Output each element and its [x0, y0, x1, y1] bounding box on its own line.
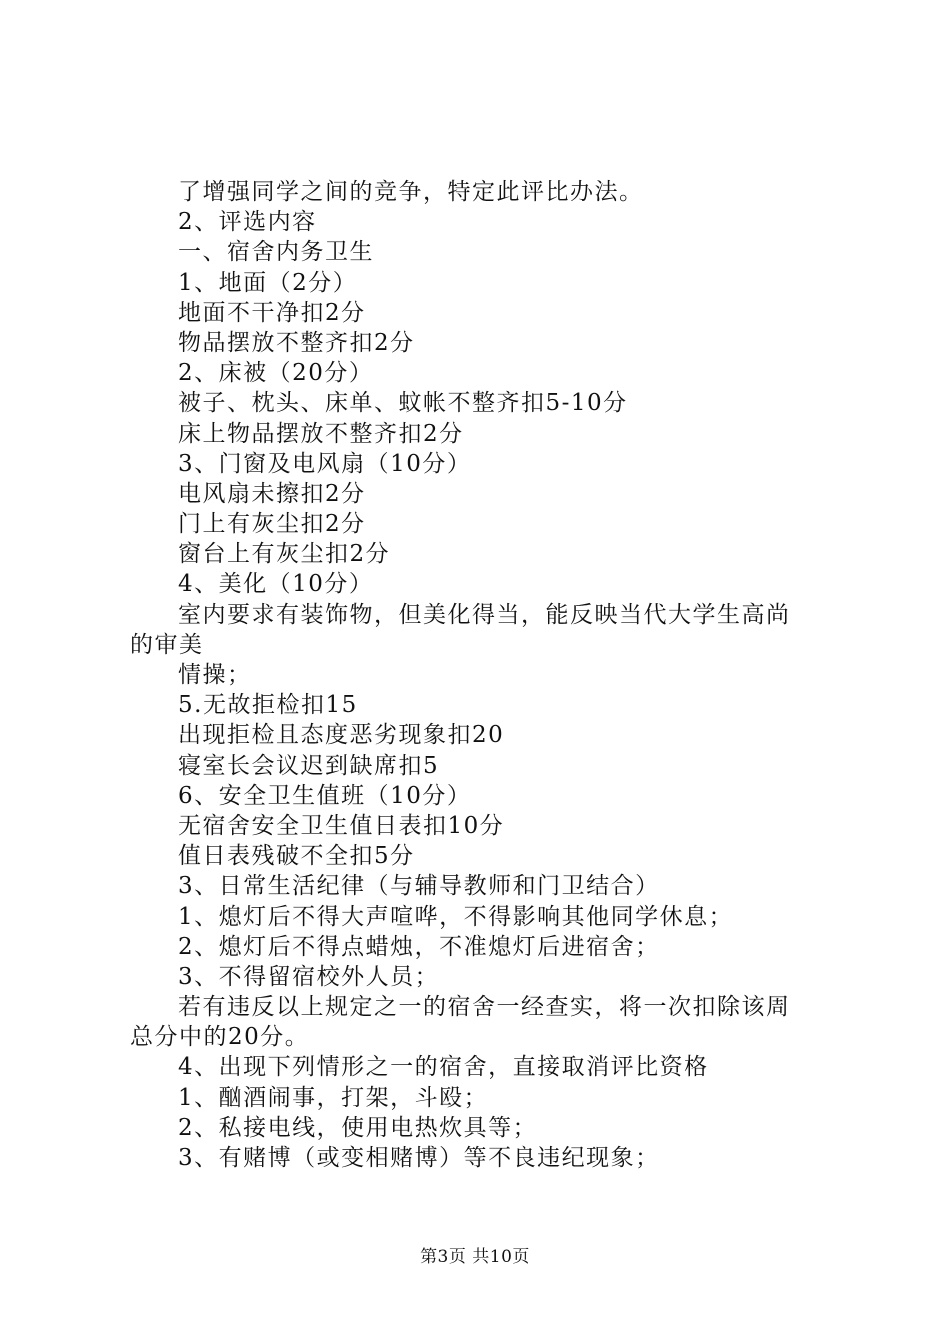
- document-line: 2、熄灯后不得点蜡烛，不准熄灯后进宿舍；: [178, 933, 660, 960]
- document-line: 出现拒检且态度恶劣现象扣20: [178, 722, 505, 749]
- document-line: 2、私接电线，使用电热炊具等；: [178, 1114, 538, 1141]
- document-line: 3、不得留宿校外人员；: [178, 963, 440, 990]
- document-line: 窗台上有灰尘扣2分: [178, 541, 391, 568]
- document-line: 1、地面（2分）: [178, 269, 358, 296]
- document-line: 电风扇未擦扣2分: [178, 480, 366, 507]
- document-line: 5.无故拒检扣15: [178, 692, 358, 719]
- document-line: 3、日常生活纪律（与辅导教师和门卫结合）: [178, 873, 660, 900]
- document-line: 一、宿舍内务卫生: [178, 239, 374, 266]
- document-line: 值日表残破不全扣5分: [178, 843, 415, 870]
- document-line: 地面不干净扣2分: [178, 299, 366, 326]
- document-line: 的审美: [130, 631, 204, 658]
- document-line: 2、床被（20分）: [178, 360, 374, 387]
- document-line: 2、评选内容: [178, 209, 317, 236]
- document-line: 寝室长会议迟到缺席扣5: [178, 752, 440, 779]
- document-line: 4、美化（10分）: [178, 571, 374, 598]
- document-line: 1、熄灯后不得大声喧哗，不得影响其他同学休息；: [178, 903, 734, 930]
- document-line: 被子、枕头、床单、蚊帐不整齐扣5-10分: [178, 390, 628, 417]
- document-line: 3、门窗及电风扇（10分）: [178, 450, 472, 477]
- document-line: 物品摆放不整齐扣2分: [178, 329, 415, 356]
- document-body: [130, 177, 830, 1173]
- page-footer: 第3页 共10页: [420, 1247, 530, 1267]
- document-line: 情操；: [178, 662, 252, 688]
- document-line: 床上物品摆放不整齐扣2分: [178, 420, 464, 447]
- document-line: 总分中的20分。: [130, 1024, 310, 1051]
- document-line: 了增强同学之间的竞争，特定此评比办法。: [178, 179, 644, 205]
- document-line: 6、安全卫生值班（10分）: [178, 782, 472, 809]
- document-line: 3、有赌博（或变相赌博）等不良违纪现象；: [178, 1145, 660, 1171]
- document-line: 室内要求有装饰物，但美化得当，能反映当代大学生高尚: [178, 601, 791, 628]
- document-line: 门上有灰尘扣2分: [178, 511, 366, 538]
- document-line: 无宿舍安全卫生值日表扣10分: [178, 812, 505, 839]
- document-line: 若有违反以上规定之一的宿舍一经查实，将一次扣除该周: [178, 994, 791, 1021]
- document-line: 4、出现下列情形之一的宿舍，直接取消评比资格: [178, 1054, 709, 1081]
- document-line: 1、酗酒闹事，打架，斗殴；: [178, 1084, 489, 1111]
